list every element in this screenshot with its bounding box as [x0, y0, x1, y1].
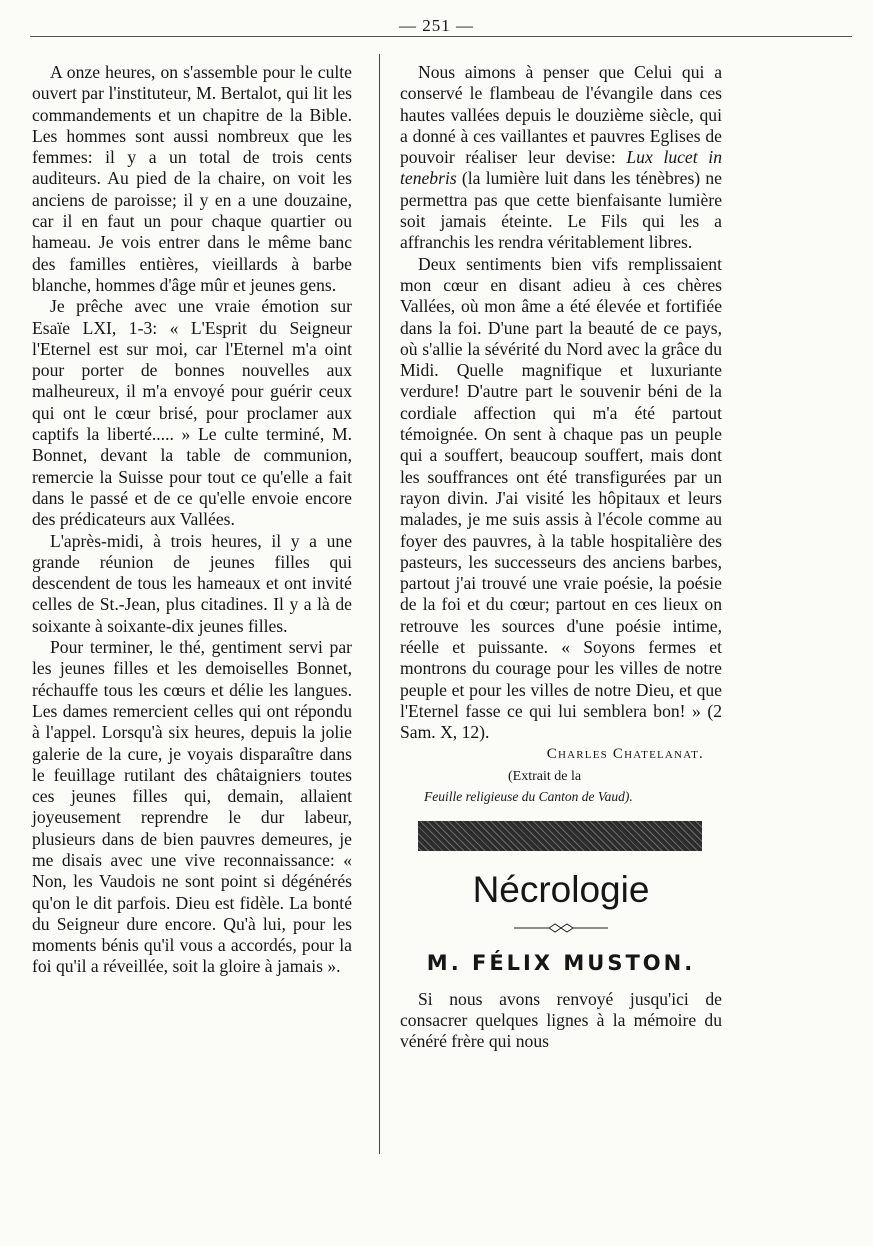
paragraph-the: Pour terminer, le thé, gentiment servi par les jeunes filles et les demoiselles Bonnet, réchauffe tous les cœurs et délie les langues. Les dames remercient celles qui ont répondu à l'appel. Lorsqu'à six heures, depuis la jolie galerie de la cure, je voyais disparaître dans le feuillage rutilant des châtaigniers toutes ces jeunes filles qui, demain, allaient joyeusement reprendre le dur labeur, plusieurs dans de bien pauvres demeures, je me disais avec une vive reconnaissance: « Non, les Vaudois ne sont point si dégénérés qu'on le dit parfois. Dieu est fidèle. La bonté du Seigneur dure encore. Qu'à lui, pour les moments bénis qu'il vous a accordés, pour la foi qu'il a réveillée, soit la gloire à jamais ».: [32, 637, 352, 977]
left-column: [32, 62, 352, 978]
section-title: Nécrologie: [472, 868, 650, 910]
source-note-line1: (Extrait de la: [508, 768, 582, 784]
paragraph-flambeau: [400, 62, 722, 254]
author-signature: Charles Chatelanat.: [546, 745, 704, 762]
section-separator-band: [418, 821, 702, 851]
paragraph-flambeau-start: Nous aimons à penser que Celui qui a conservé le flambeau de l'évangile dans ces hautes vallées depuis le douzième siècle, qui a donné à ces vaillantes et pauvres Eglises de pouvoir réaliser leur devise:: [400, 62, 722, 168]
column-divider: [379, 54, 380, 1154]
paragraph-culte: A onze heures, on s'assemble pour le culte ouvert par l'instituteur, M. Bertalot, qui lit les commandements et un chapitre de la Bible. Les hommes sont aussi nombreux que les femmes: il y a un total de trois cents auditeurs. Au pied de la chaire, on voit les anciens de paroisse; il y en a une douzaine, car il en faut un pour chaque quartier ou hameau. Je vois entrer dans le même banc des familles entières, vieillards à barbe blanche, hommes d'âge mûr et jeunes gens.: [32, 62, 352, 295]
source-note-line2: Feuille religieuse du Canton de Vaud).: [424, 788, 633, 804]
ornament-divider: [514, 921, 608, 935]
latin-motto: Lux lucet in tenebris: [400, 147, 722, 189]
paragraph-reunion: L'après-midi, à trois heures, il y a une grande réunion de jeunes filles qui descendent de tous les hameaux et ont invité celles de St.-Jean, plus citadines. Il y a là de soixante à soixante-dix jeunes filles.: [32, 530, 352, 636]
paragraph-sentiments: Deux sentiments bien vifs remplissaient mon cœur en disant adieu à ces chères Vallées, où mon âme a été élevée et fortifiée dans la foi. D'une part la beauté de ce pays, où s'allie la sévérité du Nord avec la grâce du Midi. Quelle magnifique et luxuriante verdure! D'autre part le souvenir béni de la cordiale affection qui m'a été partout témoignée. On sent à chaque pas un peuple qui a souffert, beaucoup souffert, mais dont les souffrances ont été transfigurées par un rayon divin. J'ai visité les hôpitaux et leurs malades, je me suis assis à l'école comme au foyer des pauvres, à la table hospitalière des pasteurs, les successeurs des anciens barbes, partout j'ai trouvé une vraie poésie, la poésie de la foi et du cœur; partout en ces lieux on retrouve les sources d'une poésie intime, réelle et puissante. « Soyons fermes et montrons du courage pour les villes de notre peuple et pour les villes de notre Dieu, et que l'Eternel fasse ce qui lui semblera bon! » (2 Sam. X, 12).: [400, 253, 722, 743]
obituary-paragraph: Si nous avons renvoyé jusqu'ici de consacrer quelques lignes à la mémoire du vénéré frère qui nous: [400, 988, 722, 1052]
paragraph-flambeau-end: (la lumière luit dans les ténèbres) ne permettra pas que cette bienfaisante lumière soit jamais éteinte. Le Fils qui les a affranchis les rendra véritablement libres.: [400, 168, 722, 253]
page-number: — 251 —: [399, 16, 474, 35]
paragraph-predication: Je prêche avec une vraie émotion sur Esaïe LXI, 1-3: « L'Esprit du Seigneur l'Eternel est sur moi, car l'Eternel m'a oint pour porter de bonnes nouvelles aux malheureux, il m'a envoyé pour guérir ceux qui ont le cœur brisé, pour proclamer aux captifs la liberté..... » Le culte terminé, M. Bonnet, devant la table de communion, remercie la Suisse pour tout ce qu'elle a fait dans le passé et de ce qu'elle envoie encore des prédicateurs aux Vallées.: [32, 296, 352, 530]
right-column: [400, 62, 722, 1052]
obituary-heading: M. FÉLIX MUSTON.: [426, 950, 696, 975]
header-rule: [30, 36, 852, 37]
